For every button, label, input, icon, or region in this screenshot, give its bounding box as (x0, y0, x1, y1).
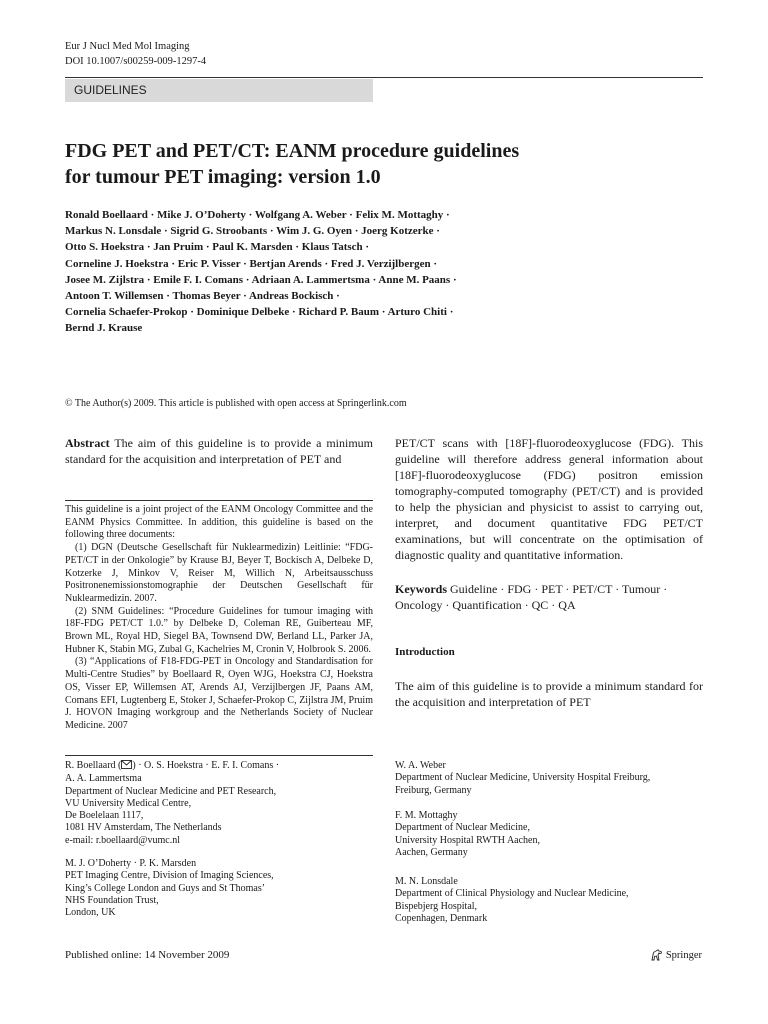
affiliation-names (65, 760, 373, 773)
page-title (65, 138, 705, 190)
affiliation-line: Department of Clinical Physiology and Nuclear Medicine, (395, 888, 629, 900)
publisher-name: Springer (665, 949, 702, 961)
section-heading-introduction: Introduction (395, 646, 455, 658)
abstract-text: The aim of this guideline is to provide a minimum standard for the acquisition and interpretation of PET and (65, 436, 373, 466)
publisher-logo (649, 949, 702, 961)
affiliation-line: PET Imaging Centre, Division of Imaging Sciences, (65, 870, 274, 882)
affiliation-rule (65, 755, 373, 756)
abstract-label: Abstract (65, 436, 110, 450)
affiliation-block (395, 760, 703, 797)
affiliation-line: Department of Nuclear Medicine, (395, 822, 530, 834)
doi: DOI 10.1007/s00259-009-1297-4 (65, 56, 207, 67)
affiliation-line: Department of Nuclear Medicine, University Hospital Freiburg, (395, 772, 651, 784)
affiliation-line: VU University Medical Centre, (65, 797, 192, 809)
affiliation-names-text: ) · O. S. Hoekstra · E. F. I. Comans · (132, 760, 280, 771)
email-link[interactable]: e-mail: r.boellaard@vumc.nl (65, 834, 181, 846)
envelope-icon[interactable] (121, 760, 132, 773)
title-line: for tumour PET imaging: version 1.0 (65, 166, 381, 188)
author-line: Markus N. Lonsdale · Sigrid G. Stroobants · Wim J. G. Oyen · Joerg Kotzerke · (65, 225, 440, 238)
abstract-col2: PET/CT scans with [18F]-fluorodeoxyglucose (FDG). This guideline will therefore address general information about [18F]-fluorodeoxyglucose (FDG) positron emission tomography-computed tomography (PET/CT) and is provided to help the physician and physicist to assist to carrying out, interpret, and document quantitative FDG PET/CT examinations, but will concentrate on the optimisation of diagnostic quality and quantitative information. (395, 436, 703, 562)
introduction-text: The aim of this guideline is to provide a minimum standard for the acquisition and interpretation of PET (395, 679, 703, 709)
published-date: Published online: 14 November 2009 (65, 949, 230, 961)
title-line: FDG PET and PET/CT: EANM procedure guidelines (65, 140, 520, 162)
journal-name: Eur J Nucl Med Mol Imaging (65, 41, 190, 52)
affiliation-line: Bispebjerg Hospital, (395, 900, 478, 912)
keywords (395, 581, 703, 613)
affiliation-block (65, 760, 373, 847)
author-line: Otto S. Hoekstra · Jan Pruim · Paul K. Marsden · Klaus Tatsch · (65, 241, 370, 254)
copyright-notice: © The Author(s) 2009. This article is published with open access at Springerlink.com (65, 398, 407, 409)
footnote (65, 504, 373, 733)
affiliation-line: Freiburg, Germany (395, 784, 472, 796)
author-line: Corneline J. Hoekstra · Eric P. Visser · Bertjan Arends · Fred J. Verzijlbergen · (65, 257, 438, 270)
author-list (65, 207, 715, 337)
affiliation-names: W. A. Weber (395, 760, 446, 771)
keywords-text: Guideline · FDG · PET · PET/CT · Tumour · Oncology · Quantification · QC · QA (395, 582, 668, 612)
affiliation-line: NHS Foundation Trust, (65, 894, 159, 906)
affiliation-names: F. M. Mottaghy (395, 810, 458, 821)
affiliation-line: 1081 HV Amsterdam, The Netherlands (65, 822, 222, 834)
author-line: Antoon T. Willemsen · Thomas Beyer · Andreas Bockisch · (65, 290, 340, 303)
affiliation-names: M. J. O’Doherty · P. K. Marsden (65, 858, 197, 869)
affiliation-line: London, UK (65, 907, 116, 919)
footnote-rule (65, 500, 373, 501)
affiliation-line: De Boelelaan 1117, (65, 810, 144, 822)
affiliation-line: Aachen, Germany (395, 846, 468, 858)
springer-horse-icon (649, 949, 663, 961)
affiliation-names: M. N. Lonsdale (395, 876, 458, 887)
affiliation-line: King’s College London and Guys and St Thomas’ (65, 882, 266, 894)
section-label: GUIDELINES (65, 79, 373, 102)
footnote-paragraph: (3) “Applications of F18-FDG-PET in Oncology and Standardisation for Multi-Centre Studies” by Boellaard R, Oyen WJG, Hoekstra CJ, Hoekstra OS, Visser EP, Willemsen AT, Arends AJ, Verzijlbergen JF, Paans AM, Comans EFI, Lugtenberg E, Stoker J, Schaefer-Prokop C, Zijlstra JM, Pruim J. HOVON Imaging workgroup and the Netherlands Society of Nuclear Medicine. 2007 (65, 656, 373, 731)
affiliation-block (395, 876, 703, 925)
footnote-paragraph: (2) SNM Guidelines: “Procedure Guidelines for tumour imaging with 18F-FDG PET/CT 1.0.” by Delbeke D, Coleman RE, Guiberteau MF, Brown ML, Royal HD, Siegel BA, Townsend DW, Berland LL, Parker JA, Hubner K, Stabin MG, Zubal G, Kachelries M, Cronin V, Holbrook S. 2006. (65, 605, 373, 655)
affiliation-line: A. A. Lammertsma (65, 773, 142, 785)
affiliation-line: University Hospital RWTH Aachen, (395, 834, 540, 846)
keywords-label: Keywords (395, 582, 447, 596)
header-rule (65, 77, 703, 78)
affiliation-line: Copenhagen, Denmark (395, 912, 488, 924)
affiliation-block (395, 810, 703, 859)
footnote-paragraph: This guideline is a joint project of the EANM Oncology Committee and the EANM Physics Committee. In addition, this guideline is based on the following three documents: (65, 504, 373, 541)
author-line: Bernd J. Krause (65, 322, 143, 335)
affiliation-line: Department of Nuclear Medicine and PET Research, (65, 785, 277, 797)
author-line: Cornelia Schaefer-Prokop · Dominique Delbeke · Richard P. Baum · Arturo Chiti · (65, 306, 454, 319)
affiliation-names-text: R. Boellaard ( (65, 760, 122, 771)
author-line: Ronald Boellaard · Mike J. O’Doherty · Wolfgang A. Weber · Felix M. Mottaghy · (65, 209, 450, 221)
affiliation-block (65, 858, 373, 919)
footnote-paragraph: (1) DGN (Deutsche Gesellschaft für Nuklearmedizin) Leitlinie: “FDG-PET/CT in der Onkologie” by Krause BJ, Beyer T, Bockisch A, Delbeke D, Kotzerke J, Minkov V, Reiser M, Willich N, Arbeitsausschuss Positronenemissionstomographie der Deutschen Gesellschaft für Nuklearmedizin. 2007. (65, 542, 373, 604)
author-line: Josee M. Zijlstra · Emile F. I. Comans · Adriaan A. Lammertsma · Anne M. Paans · (65, 273, 457, 286)
abstract-col1 (65, 435, 373, 467)
